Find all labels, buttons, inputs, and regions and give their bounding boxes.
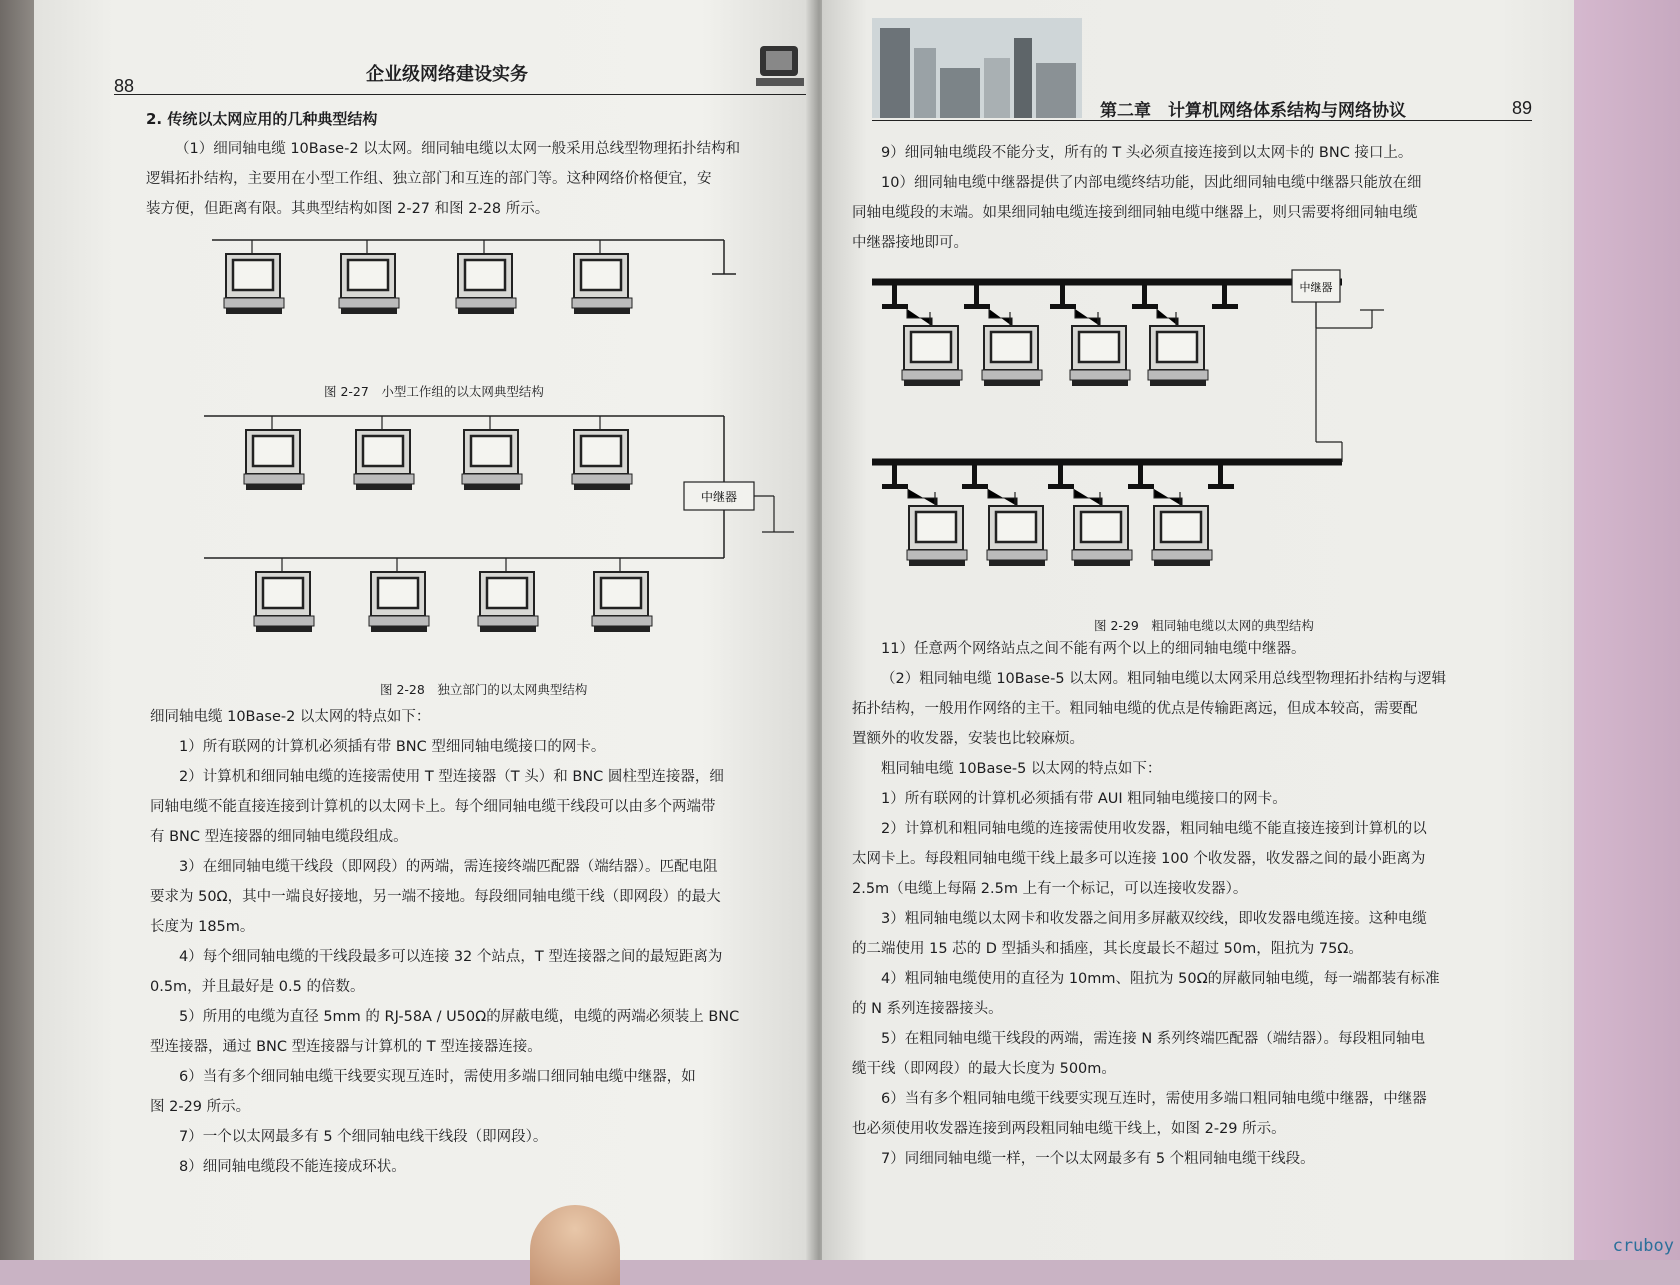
right-page-header [872,18,1532,121]
intro-line: 装方便，但距离有限。其典型结构如图 2-27 和图 2-28 所示。 [146,201,550,217]
feature-line: 要求为 50Ω，其中一端良好接地，另一端不接地。每段细同轴电缆干线（即网段）的最大 [150,889,721,905]
paragraph-line: 5）在粗同轴电缆干线段的两端，需连接 N 系列终端匹配器（端结器）。每段粗同轴电 [881,1031,1426,1047]
left-features [150,702,820,1182]
figure-2-28 [204,412,804,642]
computer-icon [592,558,652,632]
features-title: 细同轴电缆 10Base-2 以太网的特点如下： [150,709,431,725]
feature-line: 同轴电缆不能直接连接到计算机的以太网卡上。每个细同轴电缆干线段可以由多个两端带 [150,799,716,815]
left-page-header [114,52,814,95]
intro-line: 逻辑拓扑结构，主要用在小型工作组、独立部门和互连的部门等。这种网络价格便宜，安 [146,171,712,187]
intro-line: （1）细同轴电缆 10Base-2 以太网。细同轴电缆以太网一般采用总线型物理拓扑结构和 [175,141,741,157]
figure-2-28-caption: 图 2-28 独立部门的以太网典型结构 [380,682,588,697]
feature-line: 6）当有多个细同轴电缆干线要实现互连时，需使用多端口细同轴电缆中继器，如 [179,1069,696,1085]
computer-icon [478,558,538,632]
computer-icon [572,416,632,490]
left-intro [146,104,816,224]
figure-2-29 [872,262,1482,622]
computer-icon [572,240,632,314]
feature-line: 7）一个以太网最多有 5 个细同轴电线干线段（即网段）。 [179,1129,548,1145]
paragraph-line: 置额外的收发器，安装也比较麻烦。 [852,731,1084,747]
paragraph-line: 10）细同轴电缆中继器提供了内部电缆终结功能，因此细同轴电缆中继器只能放在细 [881,175,1422,191]
figure-2-27 [194,232,754,342]
paragraph-line: 中继器接地即可。 [852,235,968,251]
feature-line: 2）计算机和细同轴电缆的连接需使用 T 型连接器（T 头）和 BNC 圆柱型连接器，细 [179,769,724,785]
computer-icon [244,416,304,490]
paragraph-line: 4）粗同轴电缆使用的直径为 10mm、阻抗为 50Ω的屏蔽同轴电缆，每一端都装有标准 [881,971,1440,987]
section-title: 2. 传统以太网应用的几种典型结构 [146,110,378,128]
computer-icon [462,416,522,490]
computer-icon [339,240,399,314]
page-number: 89 [1511,98,1532,118]
repeater-label: 中继器 [700,490,738,504]
feature-line: 1）所有联网的计算机必须插有带 BNC 型细同轴电缆接口的网卡。 [179,739,606,755]
feature-line: 型连接器，通过 BNC 型连接器与计算机的 T 型连接器连接。 [150,1039,542,1055]
page-number: 88 [114,76,135,96]
feature-line: 3）在细同轴电缆干线段（即网段）的两端，需连接终端匹配器（端结器）。匹配电阻 [179,859,718,875]
city-skyline-icon [872,18,1082,118]
chapter-title: 第二章 计算机网络体系结构与网络协议 [1100,101,1406,121]
paragraph-line: 11）任意两个网络站点之间不能有两个以上的细同轴电缆中继器。 [881,641,1306,657]
feature-line: 5）所用的电缆为直径 5mm 的 RJ-58A / U50Ω的屏蔽电缆，电缆的两端必须装上 BNC [179,1009,740,1025]
computer-icon [254,558,314,632]
paragraph-line: 粗同轴电缆 10Base-5 以太网的特点如下： [881,761,1162,777]
paragraph-line: 拓扑结构，一般用作网络的主干。粗同轴电缆的优点是传输距离远，但成本较高，需要配 [852,701,1418,717]
background-right [1570,0,1680,1260]
thumb [530,1205,620,1285]
paragraph-line: 太网卡上。每段粗同轴电缆干线上最多可以连接 100 个收发器，收发器之间的最小距离为 [852,851,1426,867]
figure-2-27-caption: 图 2-27 小型工作组的以太网典型结构 [324,384,544,399]
paragraph-line: 1）所有联网的计算机必须插有带 AUI 粗同轴电缆接口的网卡。 [881,791,1287,807]
paragraph-line: 的二端使用 15 芯的 D 型插头和插座，其长度最长不超过 50m，阻抗为 75Ω。 [852,941,1363,957]
computer-icon [369,558,429,632]
paragraph-line: （2）粗同轴电缆 10Base-5 以太网。粗同轴电缆以太网采用总线型物理拓扑结构与逻辑 [881,671,1447,687]
feature-line: 4）每个细同轴电缆的干线段最多可以连接 32 个站点，T 型连接器之间的最短距离为 [179,949,723,965]
feature-line: 有 BNC 型连接器的细同轴电缆段组成。 [150,829,408,845]
book-title: 企业级网络建设实务 [366,64,528,85]
paragraph-line: 9）细同轴电缆段不能分支，所有的 T 头必须直接连接到以太网卡的 BNC 接口上。 [881,145,1413,161]
paragraph-line: 2）计算机和粗同轴电缆的连接需使用收发器，粗同轴电缆不能直接连接到计算机的以 [881,821,1427,837]
feature-line: 长度为 185m。 [150,919,255,935]
paragraph-line: 2.5m（电缆上每隔 2.5m 上有一个标记，可以连接收发器）。 [852,881,1248,897]
right-top-text [852,138,1552,258]
paragraph-line: 6）当有多个粗同轴电缆干线要实现互连时，需使用多端口粗同轴电缆中继器，中继器 [881,1091,1427,1107]
computer-logo-icon [752,42,808,92]
right-bottom-text [852,634,1552,1174]
repeater-label: 中继器 [1299,281,1333,294]
watermark: cruboy [1612,1236,1674,1256]
left-page [34,0,820,1260]
paragraph-line: 同轴电缆段的末端。如果细同轴电缆连接到细同轴电缆中继器上，则只需要将细同轴电缆 [852,205,1418,221]
paragraph-line: 也必须使用收发器连接到两段粗同轴电缆干线上，如图 2-29 所示。 [852,1121,1286,1137]
right-page [822,0,1574,1260]
paragraph-line: 7）同细同轴电缆一样，一个以太网最多有 5 个粗同轴电缆干线段。 [881,1151,1315,1167]
feature-line: 8）细同轴电缆段不能连接成环状。 [179,1159,406,1175]
feature-line: 0.5m，并且最好是 0.5 的倍数。 [150,979,365,995]
computer-icon [224,240,284,314]
paragraph-line: 的 N 系列连接器接头。 [852,1001,1003,1017]
figure-2-29-caption: 图 2-29 粗同轴电缆以太网的典型结构 [1094,618,1314,633]
feature-line: 图 2-29 所示。 [150,1099,251,1115]
computer-icon [456,240,516,314]
paragraph-line: 3）粗同轴电缆以太网卡和收发器之间用多屏蔽双绞线，即收发器电缆连接。这种电缆 [881,911,1427,927]
computer-icon [354,416,414,490]
paragraph-line: 缆干线（即网段）的最大长度为 500m。 [852,1061,1116,1077]
